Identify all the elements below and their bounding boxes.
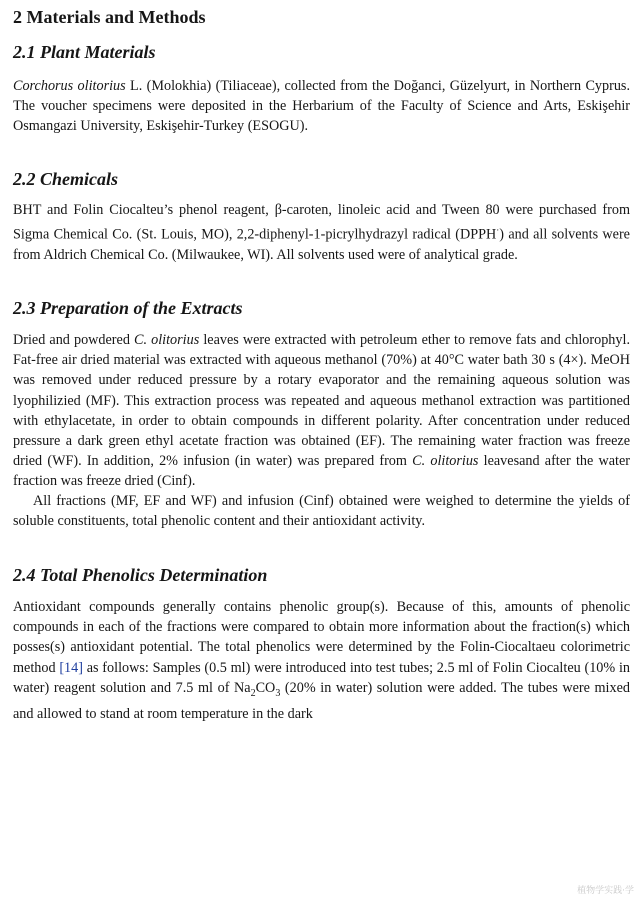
subsection-title-extracts: 2.3 Preparation of the Extracts [13,298,243,319]
section-heading: 2 Materials and Methods [13,7,206,27]
subsection-title-chemicals: 2.2 Chemicals [13,169,119,190]
paragraph-extracts-2: All fractions (MF, EF and WF) and infusion (Cinf) obtained were weighed to determine the yields of soluble constituents, total phenolic content and their antioxidant activity. [13,493,630,530]
citation-link[interactable]: [14] [59,659,83,676]
subsection-title-phenolics: 2.4 Total Phenolics Determination [13,565,268,586]
paragraph-phenolics: Antioxidant compounds generally contains phenolic group(s). Because of this, amounts of phenolic compounds in each of the fractions were compared to obtain more information about the fraction(s) which posses(s) antioxidant potential. The total phenolics were determined by the Folin-Ciocaltaeu colorimetric method [14] as follows: Samples (0.5 ml) were introduced into test tubes; 2.5 ml of Folin Ciocalteu (10% in water) reagent solution and 7.5 ml of $Na_2CO_3$ (20% in water) solution were added. The tubes were mixed and allowed to stand at room temperature in the dark [13,599,630,722]
paragraph-chemicals: BHT and Folin Ciocalteu’s phenol reagent, β-caroten, linoleic acid and Tween 80 were purchased from Sigma Chemical Co. (St. Louis, MO), 2,2-diphenyl-1-picrylhydrazyl radical (DPPH·) and all solvents were from Aldrich Chemical Co. (Milwaukee, WI). All solvents used were of analytical grade. [13,202,630,264]
subsection-title-plant-materials: 2.1 Plant Materials [13,42,156,62]
paragraph-extracts-1: Dried and powdered C. olitorius leaves were extracted with petroleum ether to remove fats and chlorophyl. Fat-free air dried material was extracted with aqueous methanol (70%) at 40°C water bath 30 s (4×). MeOH was removed under reduced pressure by a rotary evaporator and the remaining aqueous solution was lyophilizied (MF). This extraction process was repeated and aqueous methanol extraction was partitioned with ethylacetate, in order to obtain compounds in different polarity. After concentration under reduced pressure a dark green ethyl acetate fraction was obtained (EF). The remaining water fraction was freeze dried (WF). In addition, 2% infusion (in water) was prepared from C. olitorius leavesand after the water fraction was freeze dried (Cinf). [13,332,630,489]
watermark: 植物学实践·学 [577,886,634,896]
species-name: Corchorus olitorius [13,78,126,94]
paragraph-plant-materials: Corchorus olitorius L. (Molokhia) (Tiliaceae), collected from the Doğanci, Güzelyurt, in Northern Cyprus. The voucher specimens were deposited in the Herbarium of the Faculty of Science and Arts, Eskişehir Osmangazi University, Eskişehir-Turkey (ESOGU). [13,78,631,135]
